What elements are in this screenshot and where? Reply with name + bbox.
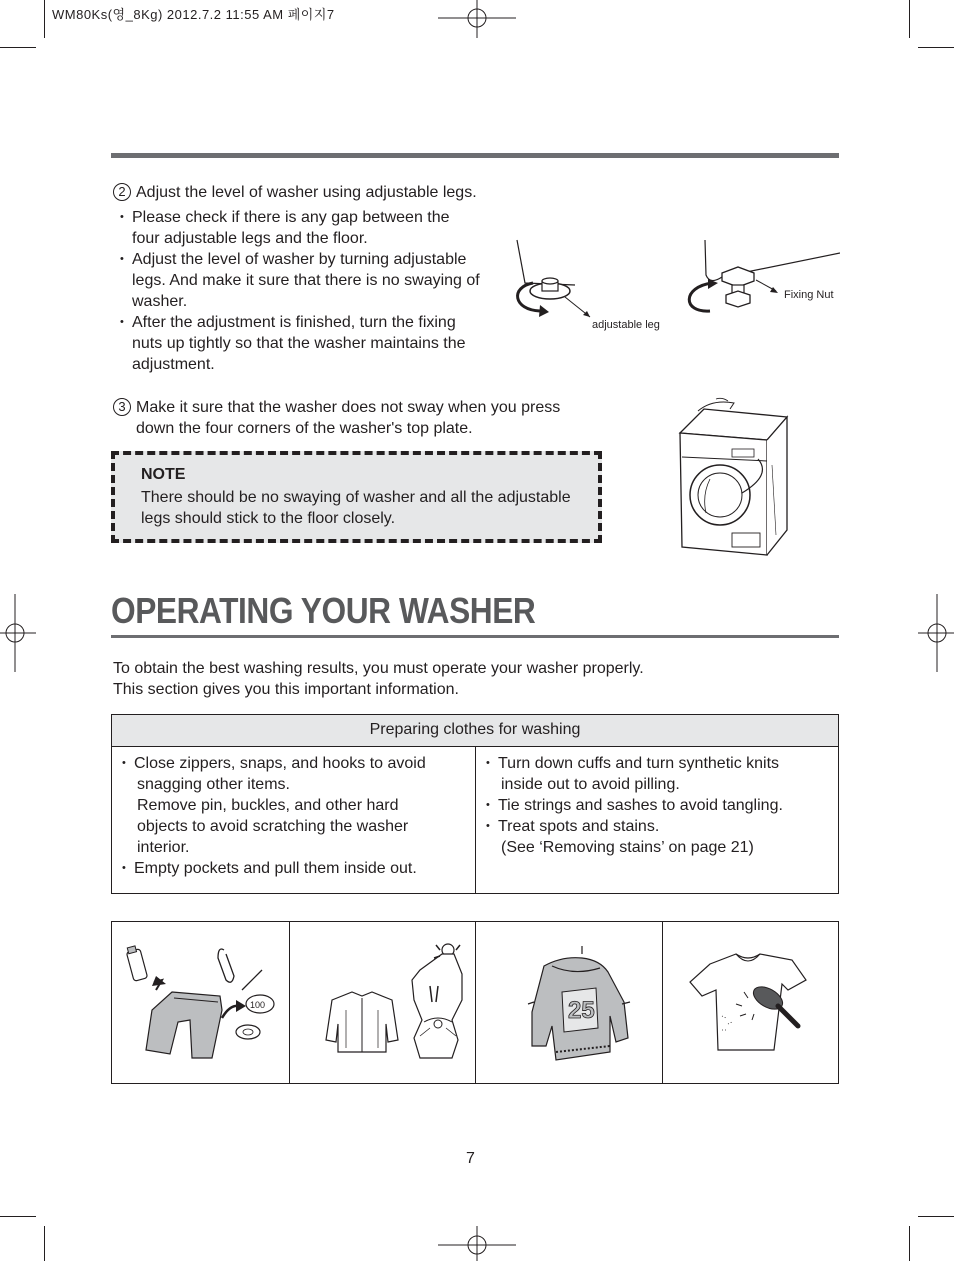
illustration-divider [662, 922, 663, 1083]
bullet-line: snagging other items. [137, 776, 290, 793]
bullet-line: inside out to avoid pilling. [501, 776, 680, 793]
crop-mark [0, 1216, 36, 1217]
step3-line2: down the four corners of the washer's top plate. [136, 420, 473, 437]
fixing-nut-illustration [680, 235, 840, 320]
illustration-divider [475, 922, 476, 1083]
crop-mark [918, 47, 954, 48]
washer-illustration [672, 395, 797, 560]
step2-bullet: • Adjust the level of washer by turning adjustable legs. And make it sure that there is no swaying of washer. [120, 249, 480, 312]
fixing-nut-label: Fixing Nut [784, 289, 834, 301]
svg-text:100: 100 [250, 1000, 266, 1010]
intro-line2: This section gives you this important information. [113, 681, 459, 698]
step3-number: 3 [113, 398, 131, 416]
step2-bullet: • After the adjustment is finished, turn the fixing nuts up tightly so that the washer maintains the adjustment. [120, 312, 480, 375]
note-box [111, 451, 602, 543]
step2-title [113, 182, 477, 203]
crop-mark [44, 1226, 45, 1261]
bullet-line: Remove pin, buckles, and other hard [137, 797, 399, 814]
crop-mark [909, 0, 910, 38]
step2-bullet: • Please check if there is any gap between the four adjustable legs and the floor. [120, 207, 480, 249]
bullet-line: interior. [137, 839, 190, 856]
list-item: • Empty pockets and pull them inside out. [122, 858, 467, 879]
list-item [486, 816, 831, 858]
illustration-divider [289, 922, 290, 1083]
step2-title-text: Adjust the level of washer using adjustable legs. [136, 184, 477, 201]
top-rule [111, 153, 839, 158]
bullet-line: Turn down cuffs and turn synthetic knits [498, 755, 780, 772]
sweater-illustration [512, 942, 642, 1067]
preparing-clothes-table [111, 714, 839, 894]
crop-mark [44, 0, 45, 38]
adjustable-leg-label: adjustable leg [592, 319, 660, 331]
bullet-line: Treat spots and stains. [498, 818, 660, 835]
print-header: WM80Ks(영_8Kg) 2012.7.2 11:55 AM 페이지7 [52, 7, 335, 22]
crop-mark [0, 47, 36, 48]
tshirt-brush-illustration [682, 944, 832, 1064]
registration-mark-right [918, 594, 954, 672]
list-item: • Tie strings and sashes to avoid tangling. [486, 795, 831, 816]
registration-mark-top [438, 0, 516, 40]
preparing-right-column [486, 753, 831, 858]
section-rule [111, 635, 839, 638]
step3-line1: Make it sure that the washer does not sway when you press [136, 399, 561, 416]
list-item [486, 753, 831, 795]
registration-mark-left [0, 594, 36, 672]
registration-mark-bottom [438, 1226, 516, 1261]
note-text: There should be no swaying of washer and all the adjustable legs should stick to the floor closely. [141, 489, 571, 527]
intro-line1: To obtain the best washing results, you must operate your washer properly. [113, 660, 644, 677]
step2-bullets [120, 207, 480, 375]
right-bullets [486, 753, 831, 858]
preparing-left-column [122, 753, 467, 879]
section-title: OPERATING YOUR WASHER [111, 590, 536, 631]
step3-title [113, 397, 560, 418]
note-title: NOTE [141, 466, 186, 483]
bullet-line: objects to avoid scratching the washer [137, 818, 409, 835]
bullet-line: Close zippers, snaps, and hooks to avoid [134, 755, 426, 772]
step2-number: 2 [113, 183, 131, 201]
list-item [122, 753, 467, 858]
left-bullets [122, 753, 467, 879]
preparing-clothes-header: Preparing clothes for washing [112, 715, 838, 747]
svg-text:25: 25 [568, 997, 595, 1024]
crop-mark [909, 1226, 910, 1261]
crop-mark [918, 1216, 954, 1217]
page-number: 7 [466, 1150, 475, 1167]
table-divider [475, 746, 476, 894]
illustrations-row [111, 921, 839, 1084]
empty-pockets-illustration [122, 940, 287, 1070]
bullet-line: (See ‘Removing stains’ on page 21) [501, 839, 754, 856]
jacket-apron-illustration [302, 940, 472, 1070]
